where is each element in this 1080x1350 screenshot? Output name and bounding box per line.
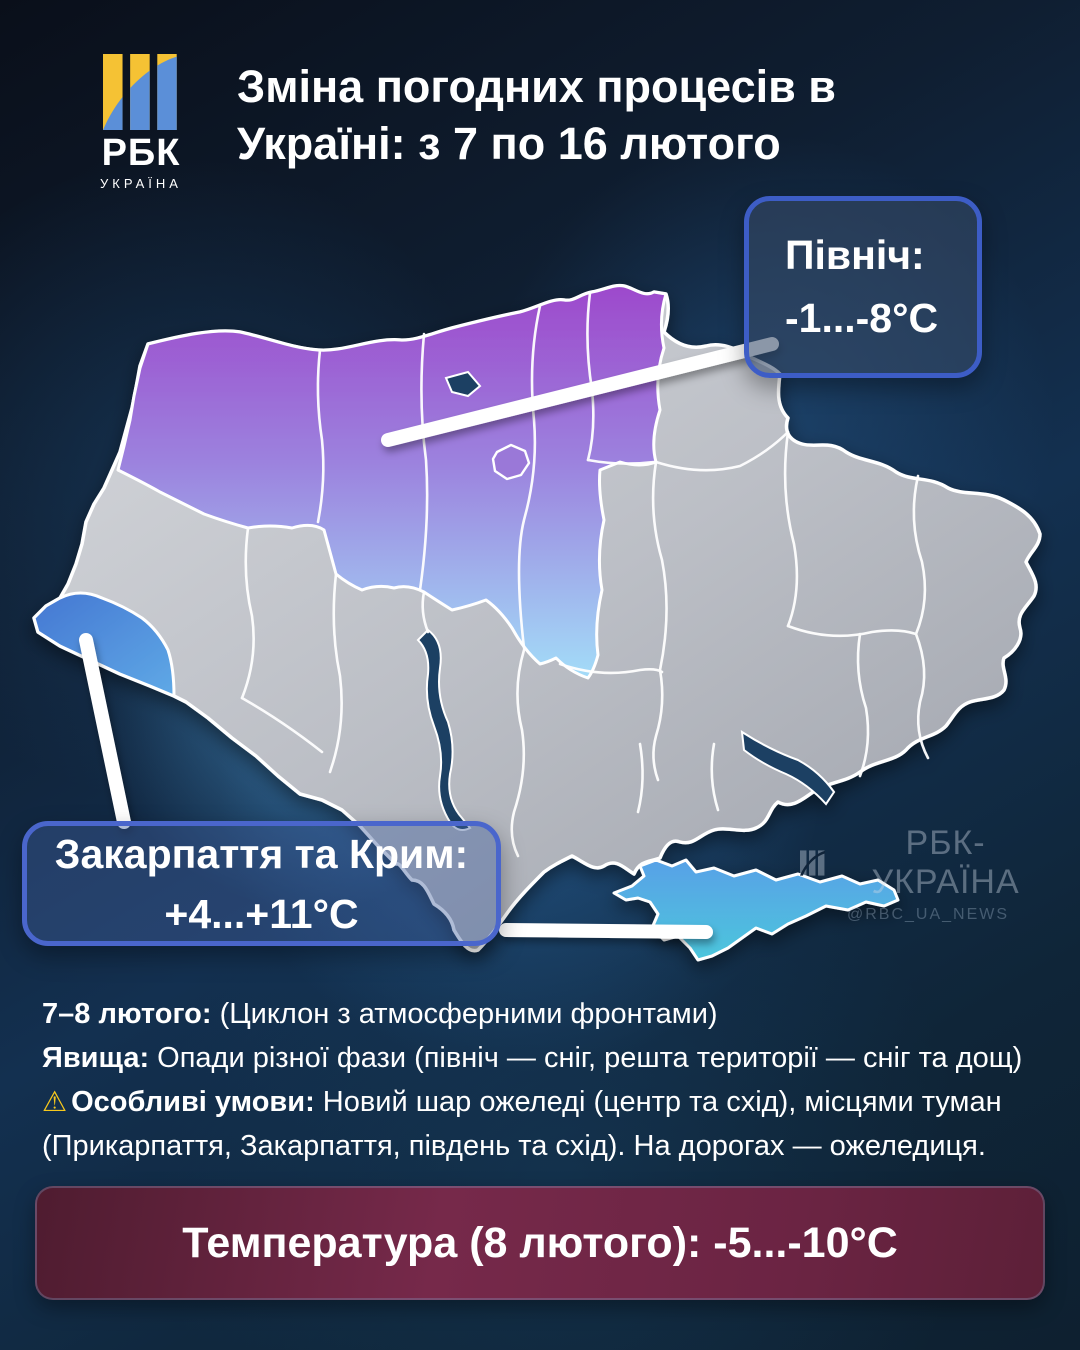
watermark-bars-icon	[800, 850, 825, 876]
temperature-banner	[35, 1186, 1045, 1300]
details-line-special	[42, 1080, 1054, 1124]
phenomena-text: Опади різної фази (північ — сніг, решта території — сніг та дощ)	[149, 1042, 1023, 1074]
rbc-logo-icon	[103, 54, 179, 130]
title-line-2: Україні: з 7 по 16 лютого	[237, 118, 781, 169]
connector-crimea	[506, 930, 706, 932]
rbc-logo	[86, 54, 196, 191]
page-title	[237, 58, 997, 172]
callout-southwest	[22, 821, 501, 946]
date-label: 7–8 лютого:	[42, 998, 212, 1030]
callout-southwest-label: Закарпаття та Крим:	[54, 830, 469, 877]
title-line-1: Зміна погодних процесів в	[237, 61, 836, 112]
watermark	[800, 824, 1056, 924]
callout-north-value: -1...-8°C	[785, 295, 939, 341]
temperature-banner-text: Температура (8 лютого): -5...-10°C	[182, 1218, 898, 1267]
special-text: Новий шар ожеледі (центр та схід), місцями туман	[314, 1086, 1002, 1118]
callout-north-label: Північ:	[785, 232, 925, 278]
forecast-details	[42, 992, 1054, 1168]
watermark-handle: @RBC_UA_NEWS	[846, 906, 1010, 923]
callout-southwest-value: +4...+11°C	[164, 890, 359, 937]
details-line-special-2: (Прикарпаття, Закарпаття, південь та схід). На дорогах — ожеледиця.	[42, 1130, 986, 1162]
logo-subtext: УКРАЇНА	[100, 176, 182, 191]
date-text: (Циклон з атмосферними фронтами)	[211, 998, 718, 1030]
warning-icon: ⚠	[42, 1086, 68, 1117]
callout-north	[744, 196, 982, 378]
logo-text: РБК	[101, 132, 181, 174]
special-label: Особливі умови:	[71, 1086, 315, 1118]
details-line-date	[42, 992, 1054, 1036]
watermark-brand: РБК-УКРАЇНА	[871, 824, 1020, 901]
phenomena-label: Явища:	[42, 1042, 150, 1074]
details-line-phenomena	[42, 1036, 1054, 1080]
